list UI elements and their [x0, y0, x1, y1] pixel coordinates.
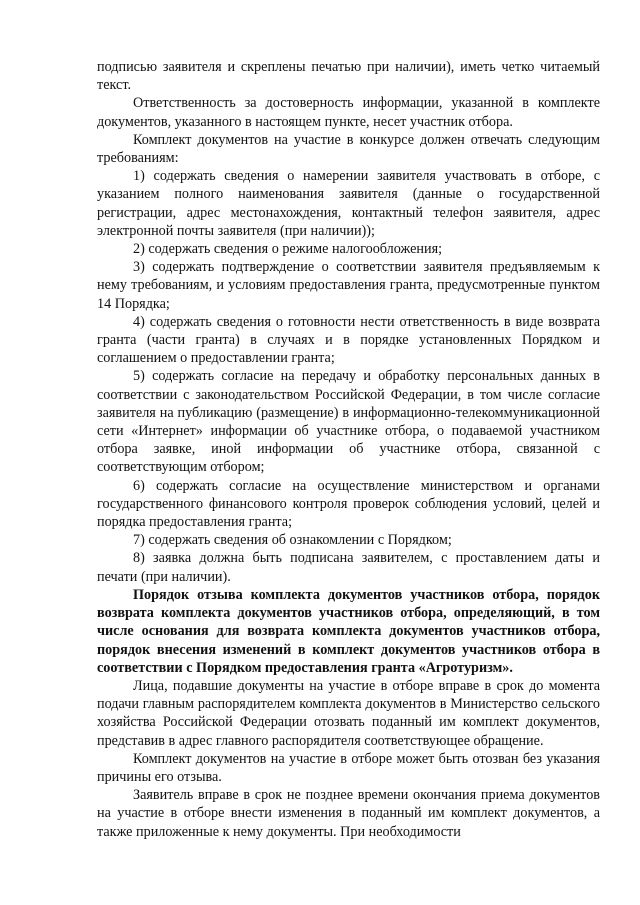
list-item: 8) заявка должна быть подписана заявителем, с проставлением даты и печати (при наличии).: [97, 550, 600, 585]
paragraph: Комплект документов на участие в отборе может быть отозван без указания причины его отзыва.: [97, 750, 600, 785]
paragraph: Ответственность за достоверность информации, указанной в комплекте документов, указанного в настоящем пункте, несет участник отбора.: [97, 95, 600, 130]
section-heading: Порядок отзыва комплекта документов участников отбора, порядок возврата комплекта документов участников отбора, определяющий, в том числе основания для возврата комплекта документов участников отбора, порядок внесения изменений в комплект документов участников отбора в соответствии с Порядком предоставления гранта «Агротуризм».: [97, 586, 600, 676]
paragraph: Заявитель вправе в срок не позднее времени окончания приема документов на участие в отборе внести изменения в поданный им комплект документов, а также приложенные к нему документы. При необходимости: [97, 787, 600, 840]
list-item: 5) содержать согласие на передачу и обработку персональных данных в соответствии с законодательством Российской Федерации, в том числе согласие заявителя на публикацию (размещение) в информационно-телекоммуникационной сети «Интернет» информации об участнике отбора, о подаваемой участником отбора заявке, иной информации об участнике отбора, связанной с соответствующим отбором;: [97, 368, 600, 476]
paragraph: Комплект документов на участие в конкурсе должен отвечать следующим требованиям:: [97, 131, 600, 167]
list-item: 3) содержать подтверждение о соответствии заявителя предъявляемым к нему требованиям, и условиям предоставления гранта, предусмотренные пунктом 14 Порядка;: [97, 259, 600, 312]
list-item: 7) содержать сведения об ознакомлении с Порядком;: [133, 532, 452, 549]
list-item: 1) содержать сведения о намерении заявителя участвовать в отборе, с указанием полного наименования заявителя (данные о государственной регистрации, адрес местонахождения, контактный телефон заявителя, адрес электронной почты заявителя (при наличии));: [97, 168, 600, 239]
paragraph: подписью заявителя и скреплены печатью при наличии), иметь четко читаемый текст.: [97, 59, 600, 94]
list-item: 6) содержать согласие на осуществление министерством и органами государственного финансового контроля проверок соблюдения условий, целей и порядка предоставления гранта;: [97, 477, 600, 531]
paragraph: Лица, подавшие документы на участие в отборе вправе в срок до момента подачи главным распорядителем комплекта документов в Министерство сельского хозяйства Российской Федерации отозвать поданный им комплект документов, представив в адрес главного распорядителя соответствующее обращение.: [97, 677, 600, 749]
list-item: 2) содержать сведения о режиме налогообложения;: [133, 241, 443, 258]
document-page: [97, 58, 600, 841]
list-item: 4) содержать сведения о готовности нести ответственность в виде возврата гранта (части гранта) в случаях и в порядке установленных Порядком и соглашением о предоставлении гранта;: [97, 313, 600, 367]
